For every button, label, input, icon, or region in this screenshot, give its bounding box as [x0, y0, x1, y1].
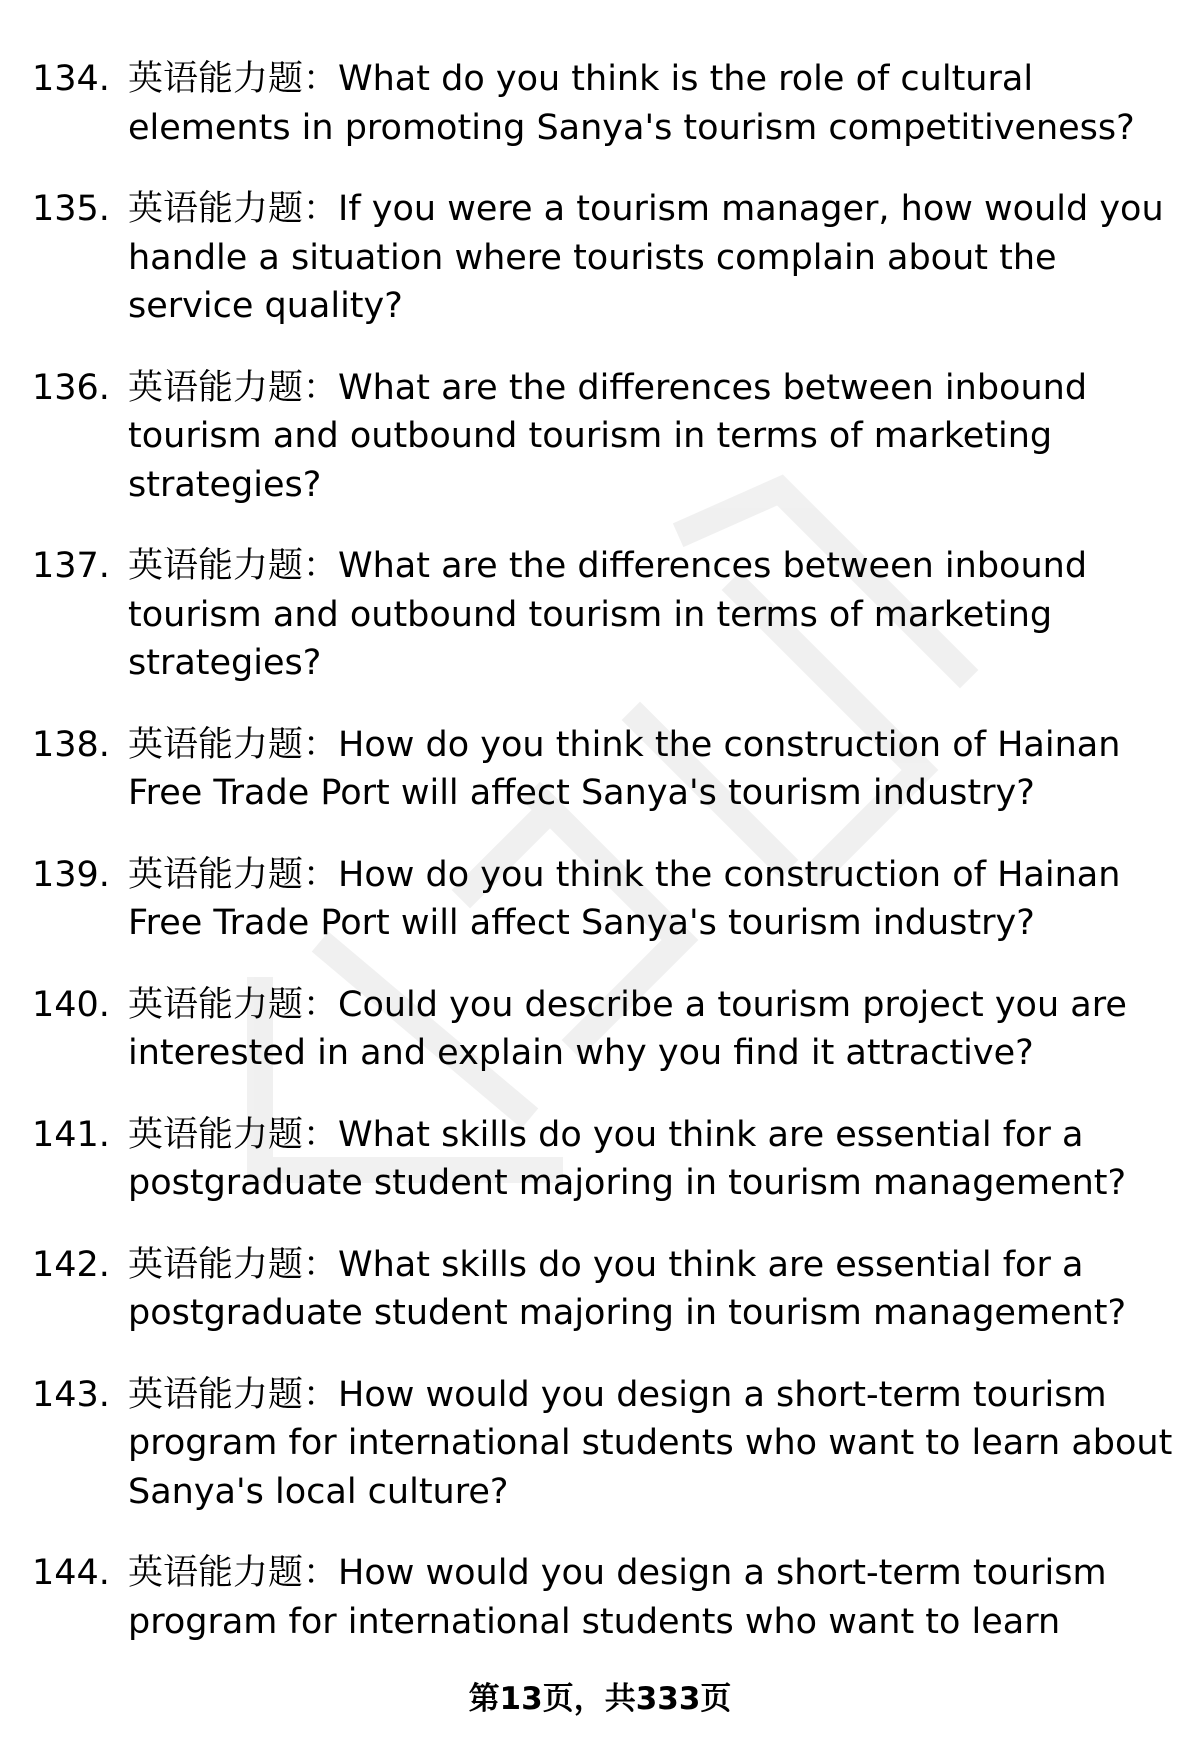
question-prefix: 英语能力题：	[128, 59, 339, 99]
question-body	[128, 1241, 1180, 1338]
question-number: 141.	[32, 1114, 110, 1155]
question-text: What skills do you think are essential for a postgraduate student majoring in tourism management?	[128, 1114, 1127, 1203]
question-prefix: 英语能力题：	[128, 189, 339, 229]
question-prefix: 英语能力题：	[128, 984, 339, 1025]
question-text: What skills do you think are essential for a postgraduate student majoring in tourism management?	[128, 1244, 1127, 1333]
question-text: How do you think the construction of Hainan Free Trade Port will affect Sanya's tourism industry?	[128, 854, 1121, 943]
list-item	[0, 1241, 1200, 1338]
list-item	[0, 721, 1200, 818]
question-body	[128, 1549, 1180, 1646]
list-item	[0, 981, 1200, 1078]
question-number: 138.	[32, 724, 110, 765]
question-body	[128, 55, 1180, 152]
question-number: 139.	[32, 854, 110, 895]
question-text: What do you think is the role of cultural elements in promoting Sanya's tourism competitiveness?	[128, 59, 1135, 148]
list-item	[0, 851, 1200, 948]
list-item	[0, 55, 1200, 152]
question-prefix: 英语能力题：	[128, 546, 339, 586]
question-text: Could you describe a tourism project you are interested in and explain why you find it attractive?	[128, 984, 1127, 1073]
list-item	[0, 1371, 1200, 1517]
question-text: What are the differences between inbound tourism and outbound tourism in terms of marketing strategies?	[128, 546, 1088, 683]
question-body	[128, 981, 1180, 1078]
question-number: 135.	[32, 189, 110, 229]
question-prefix: 英语能力题：	[128, 854, 339, 895]
question-text: What are the differences between inbound tourism and outbound tourism in terms of marketing strategies?	[128, 367, 1088, 505]
question-number: 143.	[32, 1374, 110, 1415]
page-indicator: 第13页，共333页	[468, 1681, 732, 1717]
list-item	[0, 1549, 1200, 1646]
list-item	[0, 185, 1200, 331]
question-body	[128, 542, 1180, 688]
question-number: 142.	[32, 1244, 110, 1285]
list-item	[0, 364, 1200, 510]
question-text: How do you think the construction of Hainan Free Trade Port will affect Sanya's tourism industry?	[128, 724, 1121, 813]
question-prefix: 英语能力题：	[128, 1553, 339, 1593]
question-number: 137.	[32, 546, 110, 586]
question-prefix: 英语能力题：	[128, 367, 339, 408]
question-body	[128, 1371, 1180, 1517]
question-body	[128, 185, 1180, 331]
question-body	[128, 364, 1180, 510]
list-item	[0, 1111, 1200, 1208]
question-number: 140.	[32, 984, 110, 1025]
question-number: 136.	[32, 367, 110, 408]
question-prefix: 英语能力题：	[128, 1244, 339, 1285]
question-number: 134.	[32, 59, 110, 99]
question-body	[128, 851, 1180, 948]
question-list	[0, 55, 1200, 1679]
list-item	[0, 542, 1200, 688]
question-text: How would you design a short-term tourism program for international students who want to learn	[128, 1553, 1107, 1642]
question-body	[128, 721, 1180, 818]
question-prefix: 英语能力题：	[128, 724, 339, 765]
question-body	[128, 1111, 1180, 1208]
question-text: If you were a tourism manager, how would you handle a situation where tourists complain about the service quality?	[128, 189, 1164, 326]
question-text: How would you design a short-term tourism program for international students who want to learn about Sanya's local culture?	[128, 1374, 1173, 1512]
question-prefix: 英语能力题：	[128, 1114, 339, 1155]
question-prefix: 英语能力题：	[128, 1374, 339, 1415]
question-number: 144.	[32, 1553, 110, 1593]
